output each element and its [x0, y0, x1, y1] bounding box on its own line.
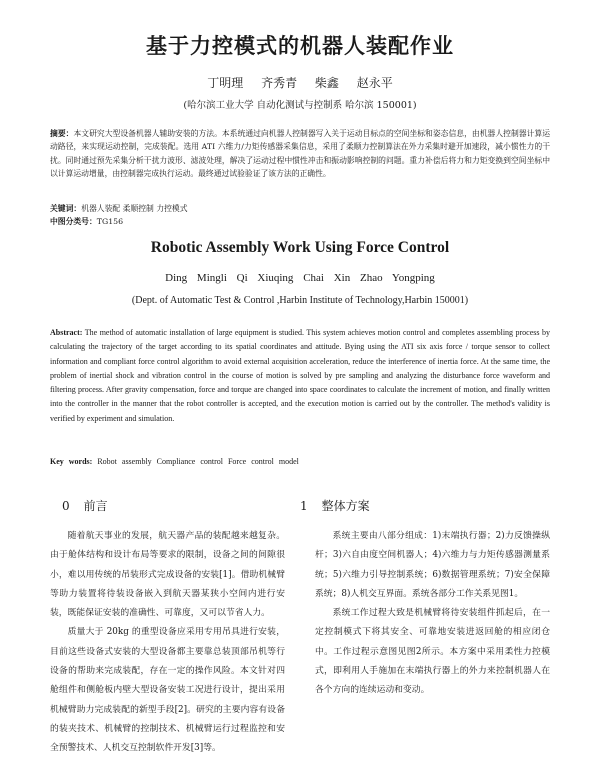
english-keywords-label: Key words:	[50, 457, 93, 466]
author-4-cn: 赵永平	[356, 76, 393, 90]
author-2-cn: 齐秀青	[261, 76, 298, 90]
chinese-clc	[50, 216, 123, 227]
chinese-affiliation: (哈尔滨工业大学 自动化测试与控制系 哈尔滨 150001)	[183, 100, 417, 111]
section-number-0: 0	[62, 499, 70, 513]
paragraph: 随着航天事业的发展，航天器产品的装配越来越复杂。由于舱体结构和设计布局等要求的限制，设备之间的间隙很小，难以用传统的吊装形式完成设备的安装[1]。借助机械臂等助力装置将待装设备嵌入到航天器某狭小空间内进行安装，既能保证安装的准确性、可靠度，又可以节省人力。	[50, 531, 285, 619]
chinese-clc-label: 中图分类号：	[50, 217, 97, 226]
paragraph: 系统工作过程大致是机械臂将待安装组件抓起后，在一定控制模式下将其安全、可靠地安装进返回舱的相应闭仓中。工作过程示意图见图2所示。本方案中采用柔性力控模式，即利用人手施加在末端执行器上的外力来控制机器人在各个方向的连续运动和变动。	[315, 608, 550, 696]
english-title: Robotic Assembly Work Using Force Control	[150, 239, 450, 256]
section-title-introduction: 前言	[83, 499, 108, 513]
english-keywords	[50, 457, 299, 466]
section-heading-introduction	[62, 497, 108, 514]
english-keywords-text: Robot assembly Compliance control Force control model	[97, 457, 299, 466]
right-column	[315, 527, 550, 701]
chinese-clc-text: TG156	[96, 217, 124, 226]
author-4-en: Zhao Yongping	[359, 272, 435, 284]
english-abstract	[50, 326, 550, 426]
chinese-abstract-label: 摘要：	[50, 129, 74, 138]
chinese-authors	[0, 74, 600, 91]
chinese-keywords-text: 机器人装配 柔顺控制 力控模式	[81, 204, 188, 213]
author-3-en: Chai Xin	[303, 272, 351, 284]
author-3-cn: 柴鑫	[314, 76, 339, 90]
section-number-1: 1	[300, 499, 308, 513]
section-heading-overall-scheme	[300, 497, 370, 514]
chinese-keywords-label: 关键词：	[50, 204, 82, 213]
english-authors	[0, 272, 600, 284]
chinese-title: 基于力控模式的机器人装配作业	[146, 34, 454, 58]
paragraph: 质量大于 20kg 的重型设备应采用专用吊具进行安装，目前这些设备式安装的大型设备都主要靠总装顶部吊机等行设备的帮助来完成装配，存在一定的操作风险。本文针对四舱组件和侧舱板内壁大型设备安装工况进行设计，提出采用机械臂助力完成装配的新型手段[2]。研究的主要内容有设备的装夹技术、机械臂的控制技术、机械臂运行过程监控和安全预警技术、人机交互控制软件开发[3]等。	[50, 627, 285, 754]
left-column	[50, 527, 285, 759]
chinese-abstract	[50, 127, 550, 180]
english-abstract-text: The method of automatic installation of large equipment is studied. This system achieves motion control and completes assembling process by calculating the trajectory of the target according to its spatial coordinates and attitude. Bying using the ATI six axis force / torque sensor to collect information and compliant force control algorithm to avoid external acquisition acceleration, reduce the interference of inertia force. At the same time, the problem of inertial shock and vibration control in the course of motion is solved by pre sampling and analyzing the disturbance force waveform and filtering process. After gravity compensation, force and torque are changed into space coordinates to calculate the increment of motion, and finally written into the controller in the manner that the robot controller is accepted, and the execution motion is carried out by the controller. The method's validity is verified by experiment and simulation.	[50, 328, 550, 423]
author-1-en: Ding Mingli	[165, 272, 227, 284]
chinese-keywords	[50, 203, 188, 214]
section-title-overall-scheme: 整体方案	[321, 499, 370, 513]
paragraph: 系统主要由八部分组成：1)末端执行器；2)力反馈操纵杆；3)六自由度空间机器人；4)六维力与力矩传感器测量系统；5)六维力引导控制系统；6)数据管理系统；7)安全保障系统；8)人机交互界面。系统各部分工作关系见图1。	[315, 531, 550, 599]
english-abstract-label: Abstract:	[50, 328, 83, 337]
chinese-abstract-text: 本文研究大型设备机器人辅助安装的方法。本系统通过向机器人控制器写入关于运动目标点的空间坐标和姿态信息，由机器人控制器计算运动路径，来实现运动控制，完成装配。选用 ATI 六维力/力矩传感器采集信息，采用了柔顺力控制算法在外力采集时避开加速段，减小惯性力的干扰。同时通过预先采集分析干扰力波形、滤波处理，解决了运动过程中惯性冲击和振动影响控制的问题。重力补偿后将力和力矩变换到空间坐标中以计算运动增量，由控制器完成执行运动。最终通过试验验证了该方法的正确性。	[50, 129, 551, 178]
author-1-cn: 丁明理	[207, 76, 244, 90]
english-affiliation: (Dept. of Automatic Test & Control ,Harbin Institute of Technology,Harbin 150001)	[131, 295, 469, 306]
author-2-en: Qi Xiuqing	[236, 272, 294, 284]
